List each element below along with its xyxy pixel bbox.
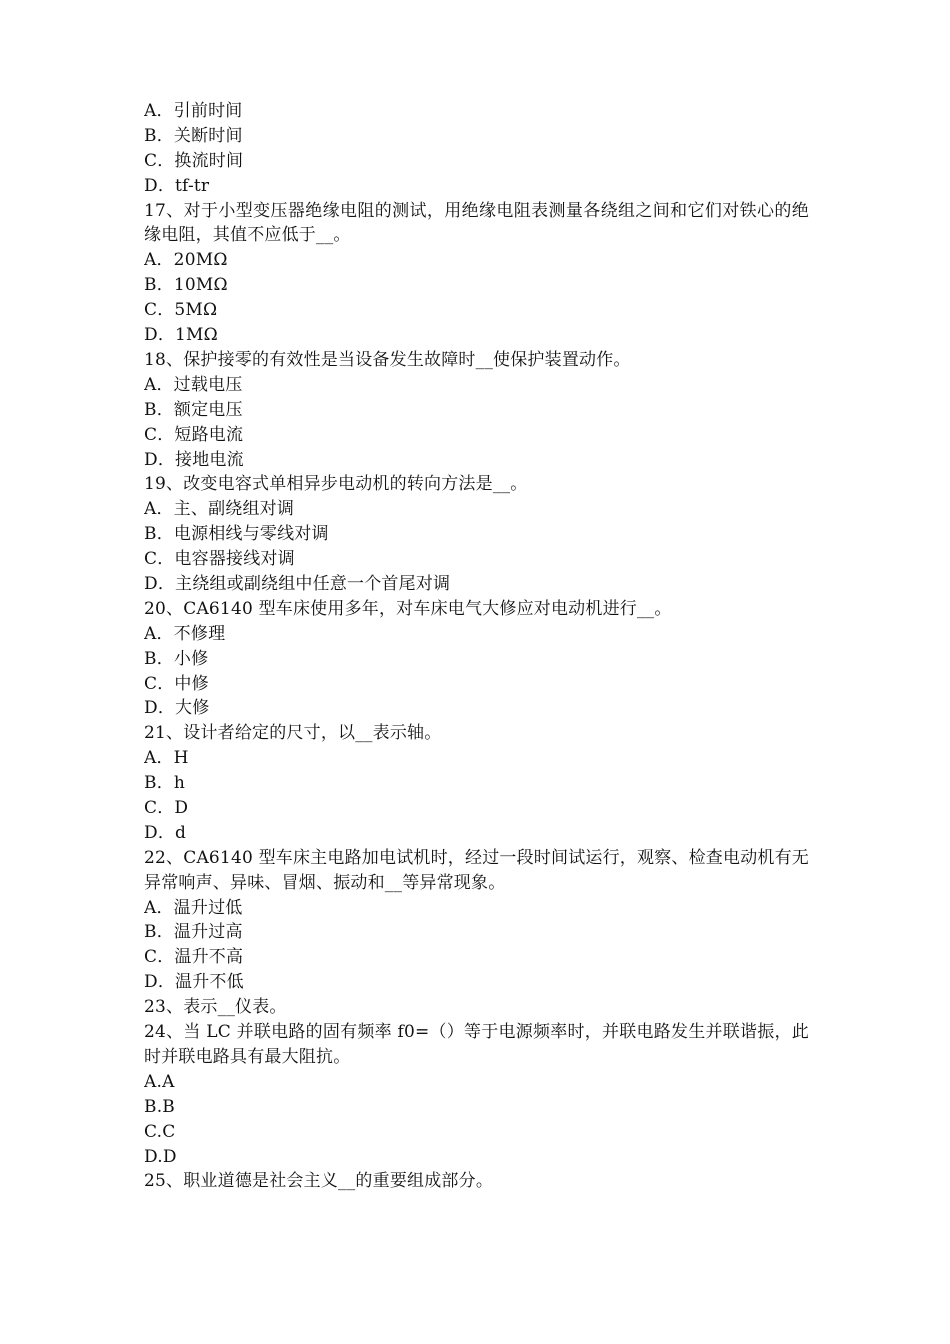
option-b-line: B．温升过高 (144, 922, 243, 943)
option-b-line: B．h (144, 773, 186, 794)
option-c-line: C．短路电流 (144, 424, 244, 445)
option-c-line: C．中修 (144, 673, 209, 694)
option-b-line: B．10MΩ (144, 275, 228, 296)
option-c-line: C．换流时间 (144, 150, 244, 171)
option-a-line: A．不修理 (144, 623, 226, 644)
option-d-line: D．d (144, 822, 187, 843)
option-d-line: D．接地电流 (144, 449, 244, 470)
option-c-line: C．5MΩ (144, 300, 218, 321)
option-b-line: B．电源相线与零线对调 (144, 524, 329, 545)
option-a-line: A．过载电压 (144, 374, 243, 395)
option-b-line: B．关断时间 (144, 125, 243, 146)
option-d-line: D．大修 (144, 698, 210, 719)
option-b-line: B．小修 (144, 648, 209, 669)
option-c-line: C．D (144, 797, 189, 818)
option-c-line: C.C (144, 1121, 176, 1142)
question-25: 25、职业道德是社会主义__的重要组成部分。 (144, 1171, 494, 1192)
option-a-line: A.A (144, 1071, 175, 1092)
option-c-line: C．电容器接线对调 (144, 549, 295, 570)
question-23: 23、表示__仪表。 (144, 997, 287, 1018)
question-18: 18、保护接零的有效性是当设备发生故障时__使保护装置动作。 (144, 349, 631, 370)
option-d-line: D．1MΩ (144, 325, 218, 346)
option-a-line: A．温升过低 (144, 897, 243, 918)
option-d-line: D．tf-tr (144, 175, 210, 196)
option-a-line: A．引前时间 (144, 101, 243, 121)
option-d-line: D．温升不低 (144, 972, 244, 993)
option-a-line: A．H (144, 748, 189, 769)
question-22: 22、CA6140 型车床主电路加电试机时，经过一段时间试运行，观察、检查电动机有无异常响声、异味、冒烟、振动和__等异常现象。 (144, 847, 809, 893)
option-d-line: D.D (144, 1146, 177, 1167)
option-b-line: B.B (144, 1096, 175, 1117)
option-b-line: B．额定电压 (144, 399, 243, 420)
question-19: 19、改变电容式单相异步电动机的转向方法是__。 (144, 474, 528, 495)
option-a-line: A．20MΩ (144, 250, 228, 271)
document-body (144, 99, 809, 1194)
option-a-line: A．主、副绕组对调 (144, 499, 295, 520)
question-21: 21、设计者给定的尺寸，以__表示轴。 (144, 723, 442, 744)
option-c-line: C．温升不高 (144, 947, 244, 968)
option-d-line: D．主绕组或副绕组中任意一个首尾对调 (144, 573, 451, 594)
question-17: 17、对于小型变压器绝缘电阻的测试，用绝缘电阻表测量各绕组之间和它们对铁心的绝缘电阻，其值不应低于__。 (144, 200, 809, 246)
question-24: 24、当 LC 并联电路的固有频率 f0=（）等于电源频率时，并联电路发生并联谐振，此时并联电路具有最大阻抗。 (144, 1022, 809, 1067)
question-20: 20、CA6140 型车床使用多年，对车床电气大修应对电动机进行__。 (144, 598, 672, 619)
